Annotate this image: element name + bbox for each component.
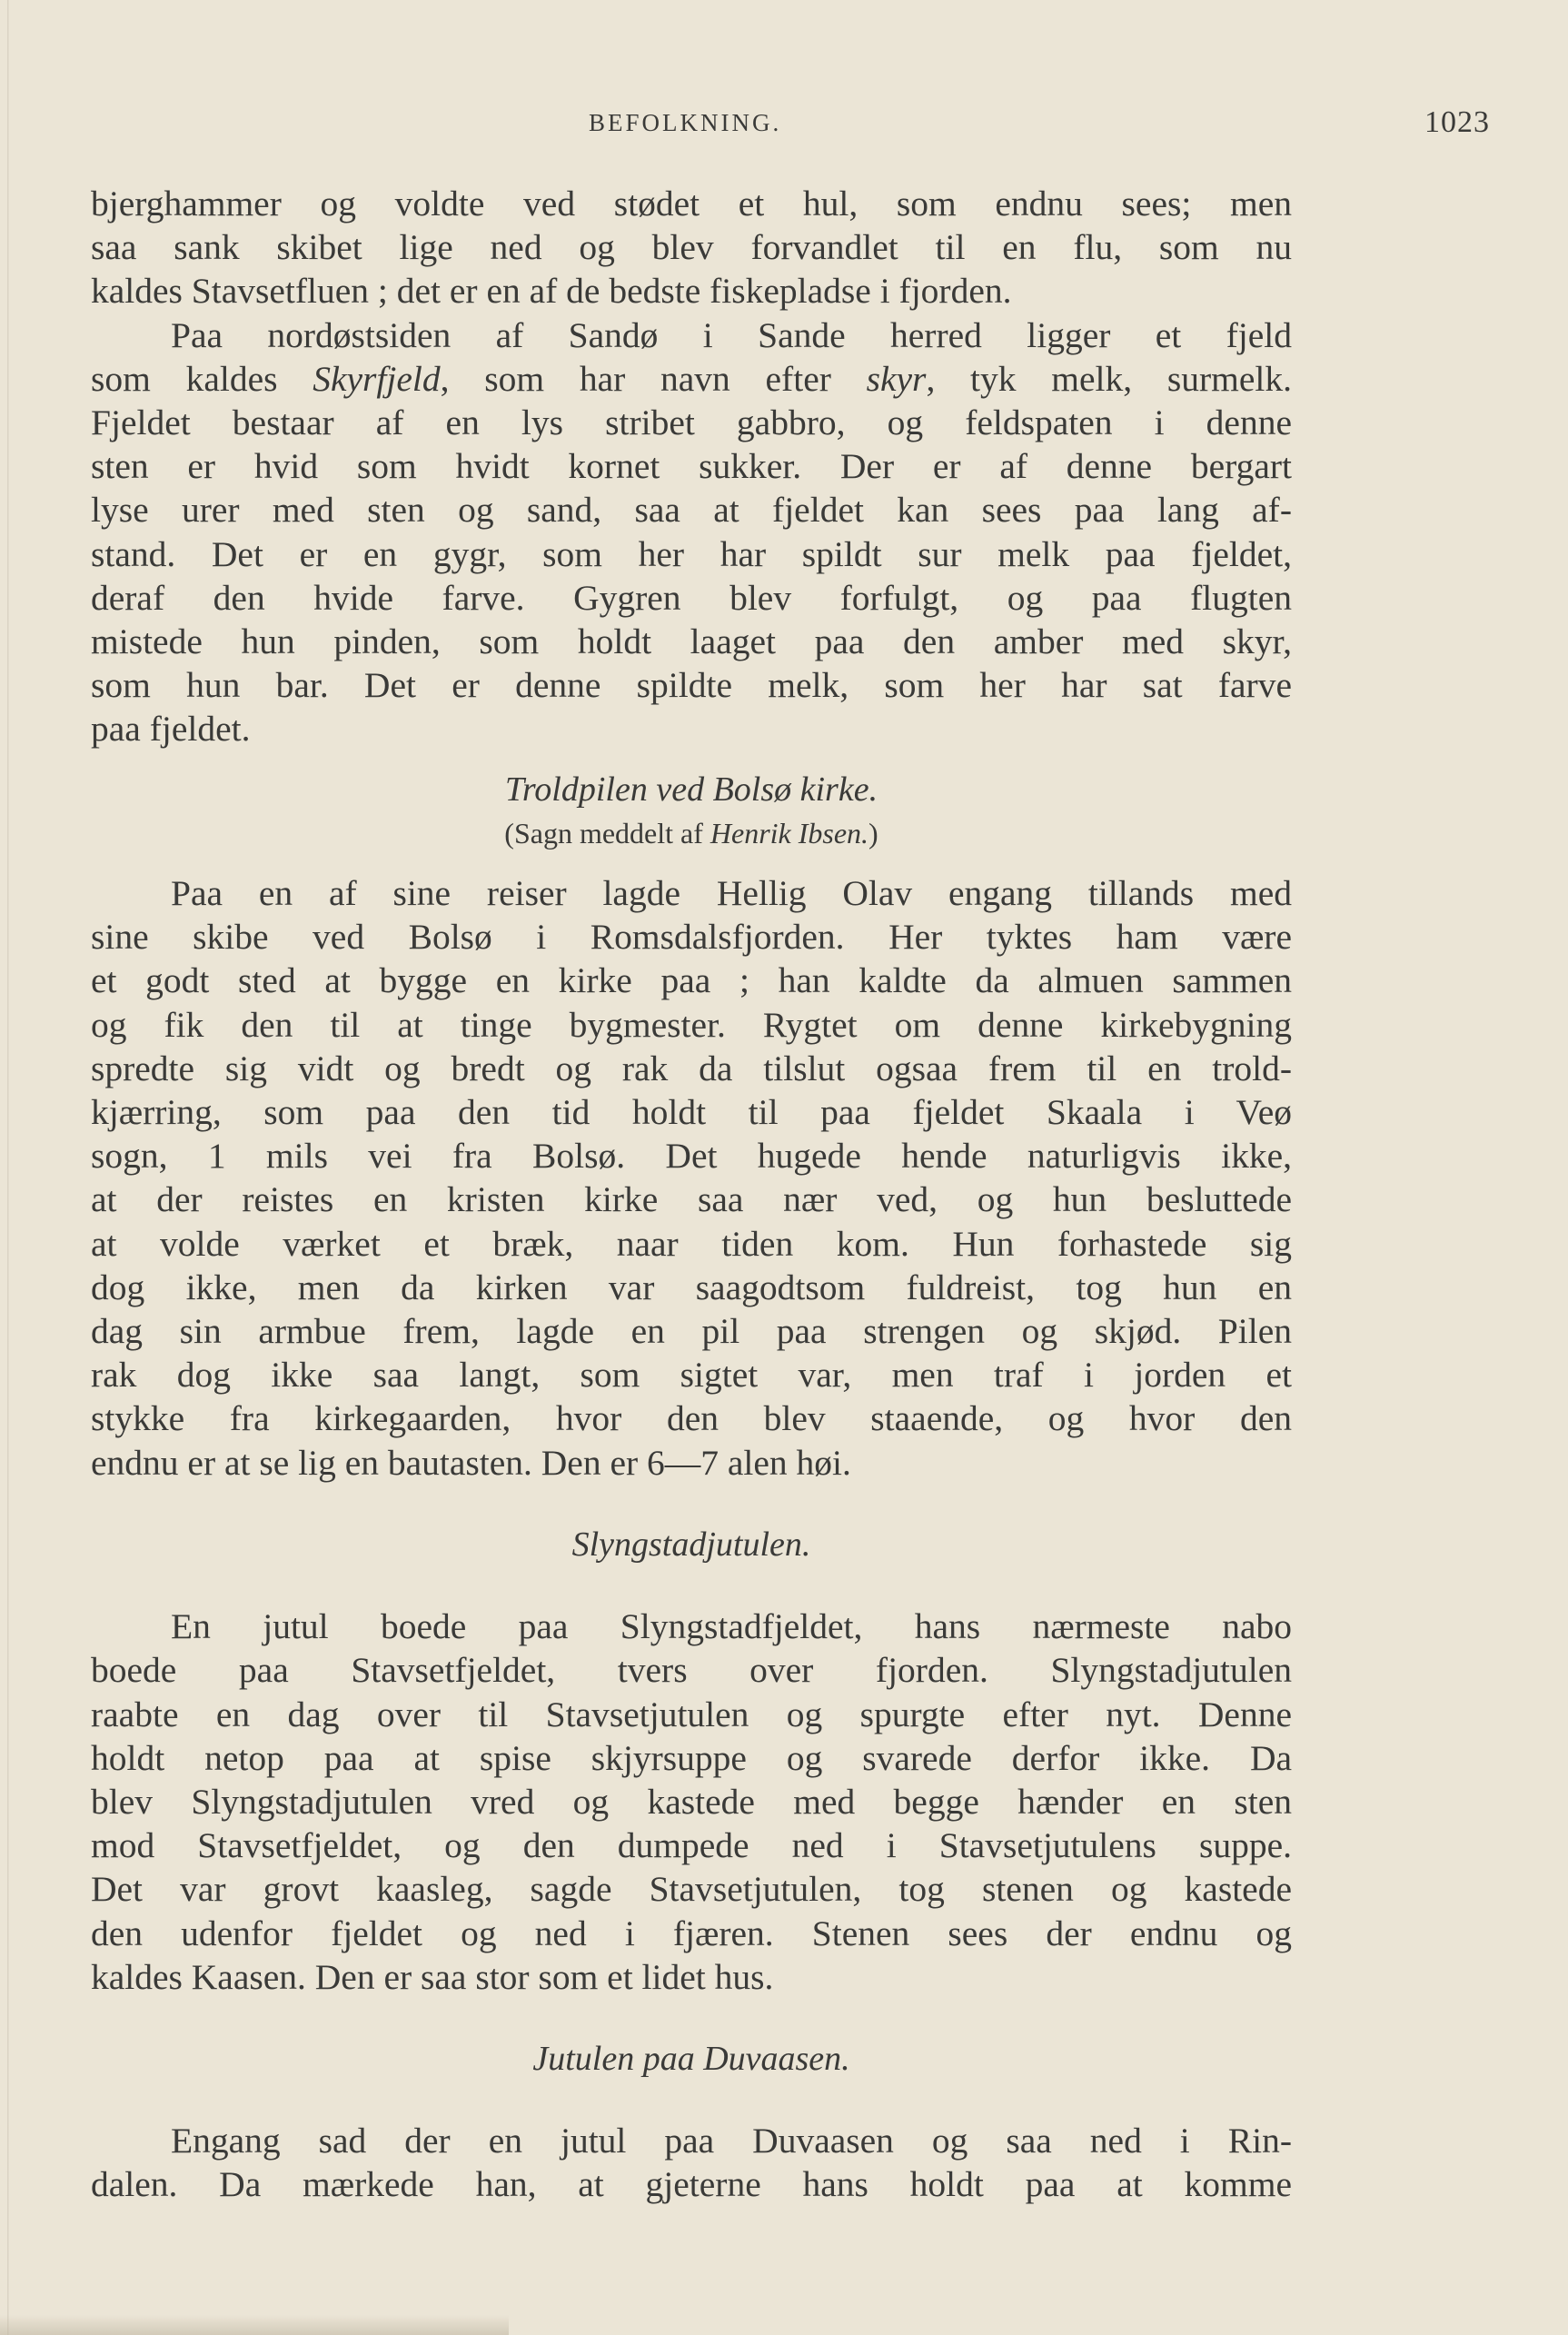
text-line: kaldes Stavsetfluen ; det er en af de bedste fiskepladse i fjorden. (91, 271, 1012, 312)
page-edge (7, 0, 10, 2335)
paragraph-1 (91, 182, 1292, 313)
author-name: Henrik Ibsen. (710, 816, 869, 850)
text-line: kjærring, som paa den tid holdt til paa fjeldet Skaala i Veø (91, 1092, 1292, 1133)
text-run: ) (868, 816, 878, 850)
text-line: at volde værket et bræk, naar tiden kom. Hun forhastede sig (91, 1223, 1292, 1264)
section-1-body (91, 871, 1292, 1485)
text-line: sine skibe ved Bolsø i Romsdalsfjorden. Her tyktes ham være (91, 917, 1292, 958)
text-line: spredte sig vidt og bredt og rak da tilslut ogsaa frem til en trold- (91, 1048, 1292, 1088)
section-heading: Troldpilen ved Bolsø kirke. (504, 770, 878, 809)
text-line: dag sin armbue frem, lagde en pil paa strengen og skjød. Pilen (91, 1311, 1292, 1352)
text-line: lyse urer med sten og sand, saa at fjeldet kan sees paa lang af- (91, 490, 1292, 531)
page-number: 1023 (1424, 105, 1490, 139)
running-title: BEFOLKNING. (589, 109, 782, 136)
page-shadow (0, 2315, 509, 2335)
italic-term: skyr (866, 358, 927, 399)
text-line: stand. Det er en gygr, som her har spildt sur melk paa fjeldet, (91, 533, 1292, 574)
text-line: mod Stavsetfjeldet, og den dumpede ned i Stavsetjutulens suppe. (91, 1825, 1292, 1866)
text-line: paa fjeldet. (91, 709, 251, 750)
text-run: som kaldes (91, 358, 313, 399)
section-heading: Jutulen paa Duvaasen. (532, 2039, 850, 2078)
italic-term: Skyrfjeld (313, 358, 441, 399)
section-3-body (91, 2119, 1292, 2206)
text-line: at der reistes en kristen kirke saa nær ved, og hun besluttede (91, 1179, 1292, 1220)
text-line: holdt netop paa at spise skjyrsuppe og svarede derfor ikke. Da (91, 1737, 1292, 1778)
text-line: blev Slyngstadjutulen vred og kastede med begge hænder en sten (91, 1781, 1292, 1822)
spacer (91, 1485, 1292, 1523)
text-line: Fjeldet bestaar af en lys stribet gabbro, og feldspaten i denne (91, 402, 1292, 443)
spacer (91, 1999, 1292, 2037)
text-run: , tyk melk, surmelk. (926, 358, 1292, 399)
text-line: boede paa Stavsetfjeldet, tvers over fjorden. Slyngstadjutulen (91, 1650, 1292, 1691)
text-line: som hun bar. Det er denne spildte melk, som her har sat farve (91, 665, 1292, 706)
text-line: sten er hvid som hvidt kornet sukker. Der er af denne bergart (91, 446, 1292, 487)
text-line-mixed (91, 357, 1292, 401)
text-line: stykke fra kirkegaarden, hvor den blev staaende, og hvor den (91, 1398, 1292, 1439)
text-line: et godt sted at bygge en kirke paa ; han kaldte da almuen sammen (91, 960, 1292, 1001)
spacer (91, 1566, 1292, 1605)
section-2-body (91, 1605, 1292, 1999)
text-line: dalen. Da mærkede han, at gjeterne hans holdt paa at komme (91, 2164, 1292, 2205)
text-line: Engang sad der en jutul paa Duvaasen og saa ned i Rin- (171, 2121, 1292, 2161)
text-line: og fik den til at tinge bygmester. Rygtet om denne kirkebygning (91, 1004, 1292, 1045)
text-line: dog ikke, men da kirken var saagodtsom fuldreist, tog hun en (91, 1267, 1292, 1307)
text-run: , som har navn efter (440, 358, 867, 399)
spacer (91, 751, 1292, 768)
text-line: Det var grovt kaasleg, sagde Stavsetjutulen, tog stenen og kastede (91, 1869, 1292, 1910)
text-line: deraf den hvide farve. Gygren blev forfulgt, og paa flugten (91, 577, 1292, 618)
text-line: Paa nordøstsiden af Sandø i Sande herred ligger et fjeld (171, 314, 1292, 355)
text-line: sogn, 1 mils vei fra Bolsø. Det hugede hende naturligvis ikke, (91, 1136, 1292, 1177)
text-line: raabte en dag over til Stavsetjutulen og spurgte efter nyt. Denne (91, 1694, 1292, 1734)
text-line: endnu er at se lig en bautasten. Den er 6—7 alen høi. (91, 1442, 851, 1483)
text-line: bjerghammer og voldte ved stødet et hul, som endnu sees; men (91, 184, 1292, 224)
text-run: (Sagn meddelt af (504, 816, 710, 850)
text-line: En jutul boede paa Slyngstadfjeldet, hans nærmeste nabo (171, 1606, 1292, 1647)
section-heading: Slyngstadjutulen. (571, 1525, 811, 1564)
text-line: den udenfor fjeldet og ned i fjæren. Stenen sees der endnu og (91, 1913, 1292, 1953)
paragraph-2 (91, 313, 1292, 751)
text-line: Paa en af sine reiser lagde Hellig Olav engang tillands med (171, 873, 1292, 914)
page-body (91, 182, 1292, 2207)
text-line: saa sank skibet lige ned og blev forvandlet til en flu, som nu (91, 227, 1292, 268)
spacer (91, 855, 1292, 871)
source-note (91, 811, 1292, 855)
text-line: rak dog ikke saa langt, som sigtet var, men traf i jorden et (91, 1355, 1292, 1396)
text-line: kaldes Kaasen. Den er saa stor som et lidet hus. (91, 1956, 774, 1997)
spacer (91, 2081, 1292, 2119)
text-line: mistede hun pinden, som holdt laaget paa den amber med skyr, (91, 621, 1292, 662)
